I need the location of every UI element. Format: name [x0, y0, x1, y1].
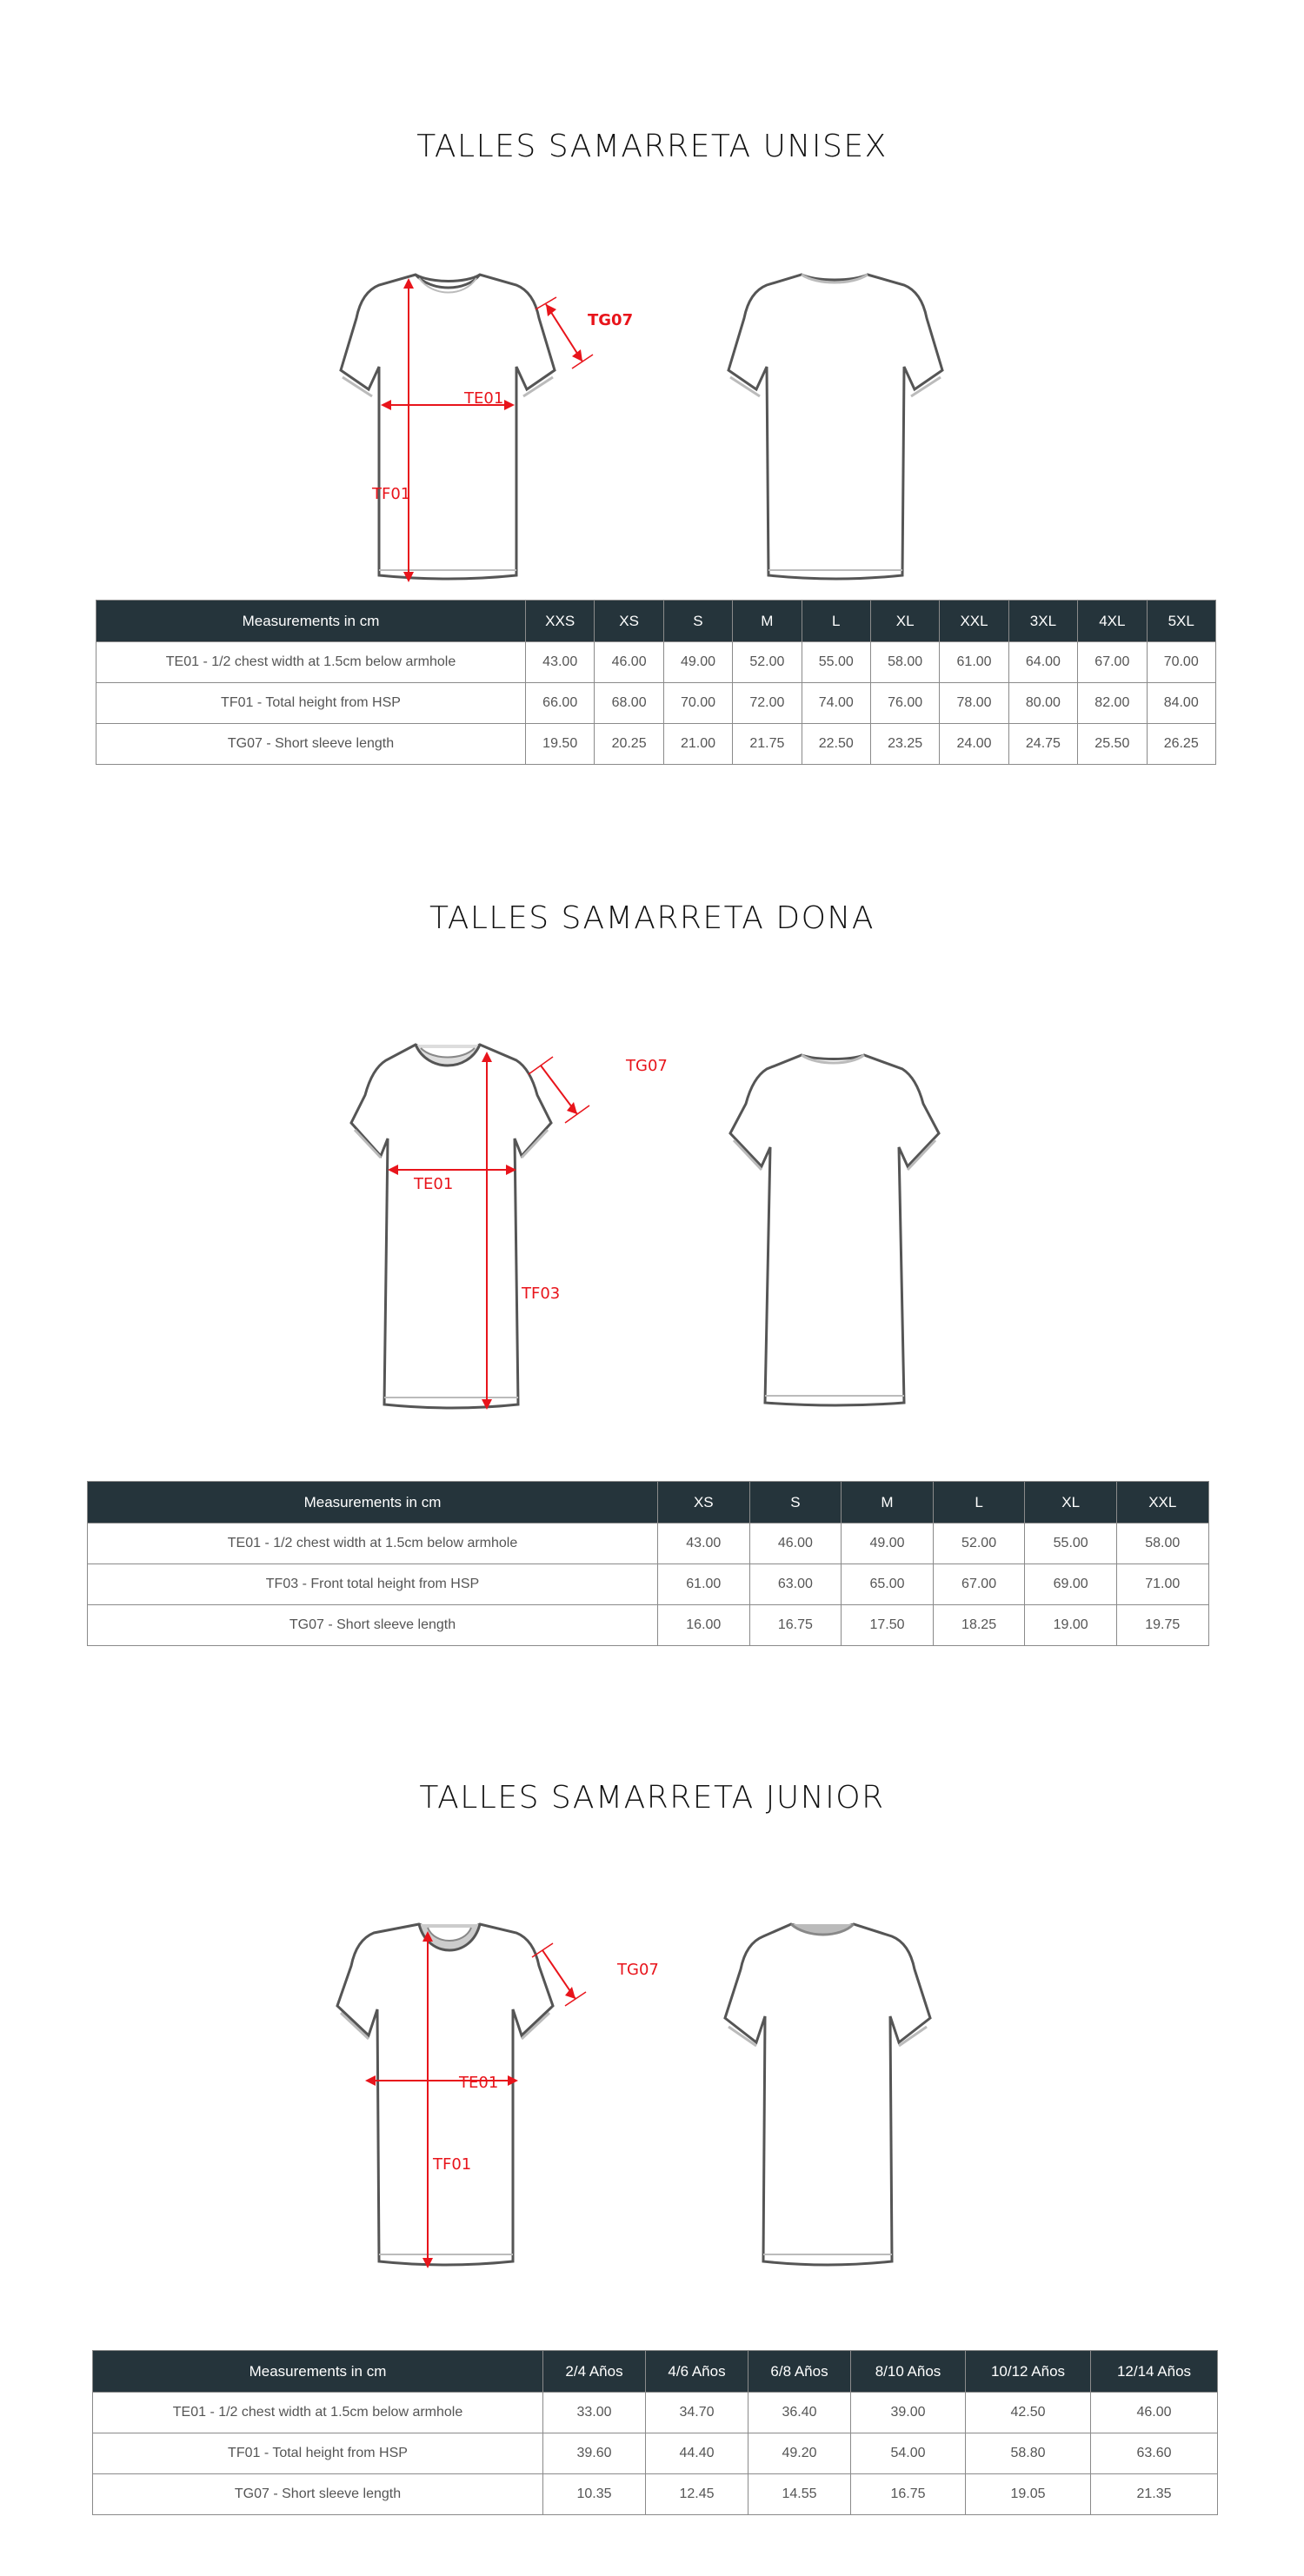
table-cell: 18.25	[933, 1605, 1025, 1646]
table-cell: 64.00	[1008, 642, 1077, 683]
table-cell: 63.60	[1091, 2433, 1218, 2474]
table-cell: 43.00	[526, 642, 595, 683]
size-header: 2/4 Años	[543, 2351, 646, 2393]
size-header: M	[842, 1482, 934, 1524]
table-cell: 84.00	[1147, 683, 1215, 724]
table-cell: 55.00	[1025, 1524, 1117, 1564]
table-cell: 25.50	[1078, 724, 1147, 765]
row-label: TG07 - Short sleeve length	[93, 2474, 543, 2515]
chest-measure-label: TE01	[459, 2074, 499, 2092]
table-cell: 67.00	[1078, 642, 1147, 683]
size-table-junior	[92, 2350, 1218, 2515]
tshirt-front-diagram-unisex	[292, 266, 657, 593]
table-cell: 67.00	[933, 1564, 1025, 1605]
tshirt-back-diagram-junior	[654, 1912, 1019, 2274]
table-header-row	[88, 1482, 1209, 1524]
table-cell: 63.00	[749, 1564, 842, 1605]
table-cell: 10.35	[543, 2474, 646, 2515]
tshirt-front-diagram-dona	[287, 1034, 668, 1417]
table-cell: 24.75	[1008, 724, 1077, 765]
table-cell: 21.35	[1091, 2474, 1218, 2515]
size-header: 12/14 Años	[1091, 2351, 1218, 2393]
row-label: TE01 - 1/2 chest width at 1.5cm below armhole	[93, 2393, 543, 2433]
row-label: TG07 - Short sleeve length	[88, 1605, 658, 1646]
table-row	[96, 724, 1216, 765]
table-cell: 21.00	[663, 724, 732, 765]
section-title-dona: TALLES SAMARRETA DONA	[429, 900, 875, 936]
table-cell: 69.00	[1025, 1564, 1117, 1605]
section-title-unisex: TALLES SAMARRETA UNISEX	[416, 129, 888, 164]
tshirt-back-diagram-dona	[671, 1043, 1019, 1408]
table-cell: 39.00	[851, 2393, 966, 2433]
size-header: 5XL	[1147, 601, 1215, 642]
table-cell: 34.70	[646, 2393, 748, 2433]
table-cell: 16.75	[749, 1605, 842, 1646]
table-cell: 44.40	[646, 2433, 748, 2474]
table-cell: 70.00	[1147, 642, 1215, 683]
size-header: 6/8 Años	[748, 2351, 851, 2393]
size-header: L	[802, 601, 870, 642]
table-cell: 26.25	[1147, 724, 1215, 765]
table-row	[96, 683, 1216, 724]
table-cell: 52.00	[733, 642, 802, 683]
table-cell: 49.00	[842, 1524, 934, 1564]
table-cell: 43.00	[658, 1524, 750, 1564]
table-cell: 42.50	[966, 2393, 1091, 2433]
size-header: S	[749, 1482, 842, 1524]
table-cell: 52.00	[933, 1524, 1025, 1564]
size-header: XXL	[1116, 1482, 1208, 1524]
size-header: 10/12 Años	[966, 2351, 1091, 2393]
tshirt-back-diagram-unisex	[680, 266, 1028, 593]
size-header: XL	[870, 601, 939, 642]
table-header-row	[93, 2351, 1218, 2393]
section-title-junior: TALLES SAMARRETA JUNIOR	[419, 1780, 885, 1816]
measurements-header: Measurements in cm	[96, 601, 526, 642]
row-label: TF01 - Total height from HSP	[96, 683, 526, 724]
size-table-dona	[87, 1481, 1209, 1646]
table-cell: 19.75	[1116, 1605, 1208, 1646]
table-cell: 65.00	[842, 1564, 934, 1605]
table-cell: 58.00	[870, 642, 939, 683]
size-header: XXL	[940, 601, 1008, 642]
table-cell: 61.00	[940, 642, 1008, 683]
table-cell: 12.45	[646, 2474, 748, 2515]
size-header: XL	[1025, 1482, 1117, 1524]
measurements-header: Measurements in cm	[88, 1482, 658, 1524]
row-label: TE01 - 1/2 chest width at 1.5cm below armhole	[96, 642, 526, 683]
table-cell: 71.00	[1116, 1564, 1208, 1605]
chest-measure-label: TE01	[414, 1175, 454, 1193]
size-header: S	[663, 601, 732, 642]
table-cell: 54.00	[851, 2433, 966, 2474]
table-cell: 39.60	[543, 2433, 646, 2474]
table-row	[93, 2393, 1218, 2433]
row-label: TG07 - Short sleeve length	[96, 724, 526, 765]
table-cell: 49.20	[748, 2433, 851, 2474]
table-cell: 58.00	[1116, 1524, 1208, 1564]
table-cell: 23.25	[870, 724, 939, 765]
table-cell: 82.00	[1078, 683, 1147, 724]
table-cell: 24.00	[940, 724, 1008, 765]
table-cell: 20.25	[595, 724, 663, 765]
row-label: TF01 - Total height from HSP	[93, 2433, 543, 2474]
table-row	[96, 642, 1216, 683]
table-cell: 72.00	[733, 683, 802, 724]
size-header: 4/6 Años	[646, 2351, 748, 2393]
table-row	[88, 1524, 1209, 1564]
table-cell: 17.50	[842, 1605, 934, 1646]
table-cell: 16.75	[851, 2474, 966, 2515]
table-row	[93, 2433, 1218, 2474]
size-header: XS	[595, 601, 663, 642]
table-row	[93, 2474, 1218, 2515]
table-header-row	[96, 601, 1216, 642]
size-header: M	[733, 601, 802, 642]
size-header: 3XL	[1008, 601, 1077, 642]
height-measure-label: TF01	[433, 2155, 472, 2174]
row-label: TE01 - 1/2 chest width at 1.5cm below armhole	[88, 1524, 658, 1564]
tshirt-front-diagram-junior	[289, 1912, 659, 2274]
table-cell: 16.00	[658, 1605, 750, 1646]
table-cell: 14.55	[748, 2474, 851, 2515]
height-measure-label: TF01	[372, 485, 411, 503]
size-header: 8/10 Años	[851, 2351, 966, 2393]
table-cell: 46.00	[749, 1524, 842, 1564]
table-cell: 76.00	[870, 683, 939, 724]
table-cell: 36.40	[748, 2393, 851, 2433]
size-header: 4XL	[1078, 601, 1147, 642]
table-cell: 58.80	[966, 2433, 1091, 2474]
sleeve-measure-label: TG07	[617, 1961, 659, 1979]
sleeve-measure-label: TG07	[588, 311, 634, 329]
table-cell: 68.00	[595, 683, 663, 724]
height-measure-label: TF03	[522, 1285, 561, 1303]
size-header: L	[933, 1482, 1025, 1524]
measurements-header: Measurements in cm	[93, 2351, 543, 2393]
sleeve-measure-label: TG07	[626, 1057, 668, 1075]
size-header: XXS	[526, 601, 595, 642]
table-row	[88, 1605, 1209, 1646]
table-cell: 19.50	[526, 724, 595, 765]
table-cell: 80.00	[1008, 683, 1077, 724]
chest-measure-label: TE01	[464, 389, 504, 408]
size-header: XS	[658, 1482, 750, 1524]
table-cell: 55.00	[802, 642, 870, 683]
table-cell: 22.50	[802, 724, 870, 765]
row-label: TF03 - Front total height from HSP	[88, 1564, 658, 1605]
table-cell: 49.00	[663, 642, 732, 683]
table-cell: 78.00	[940, 683, 1008, 724]
table-cell: 19.05	[966, 2474, 1091, 2515]
table-cell: 61.00	[658, 1564, 750, 1605]
table-cell: 46.00	[1091, 2393, 1218, 2433]
size-table-unisex	[96, 600, 1216, 765]
table-row	[88, 1564, 1209, 1605]
table-cell: 74.00	[802, 683, 870, 724]
table-cell: 19.00	[1025, 1605, 1117, 1646]
table-cell: 21.75	[733, 724, 802, 765]
table-cell: 70.00	[663, 683, 732, 724]
table-cell: 46.00	[595, 642, 663, 683]
table-cell: 33.00	[543, 2393, 646, 2433]
table-cell: 66.00	[526, 683, 595, 724]
